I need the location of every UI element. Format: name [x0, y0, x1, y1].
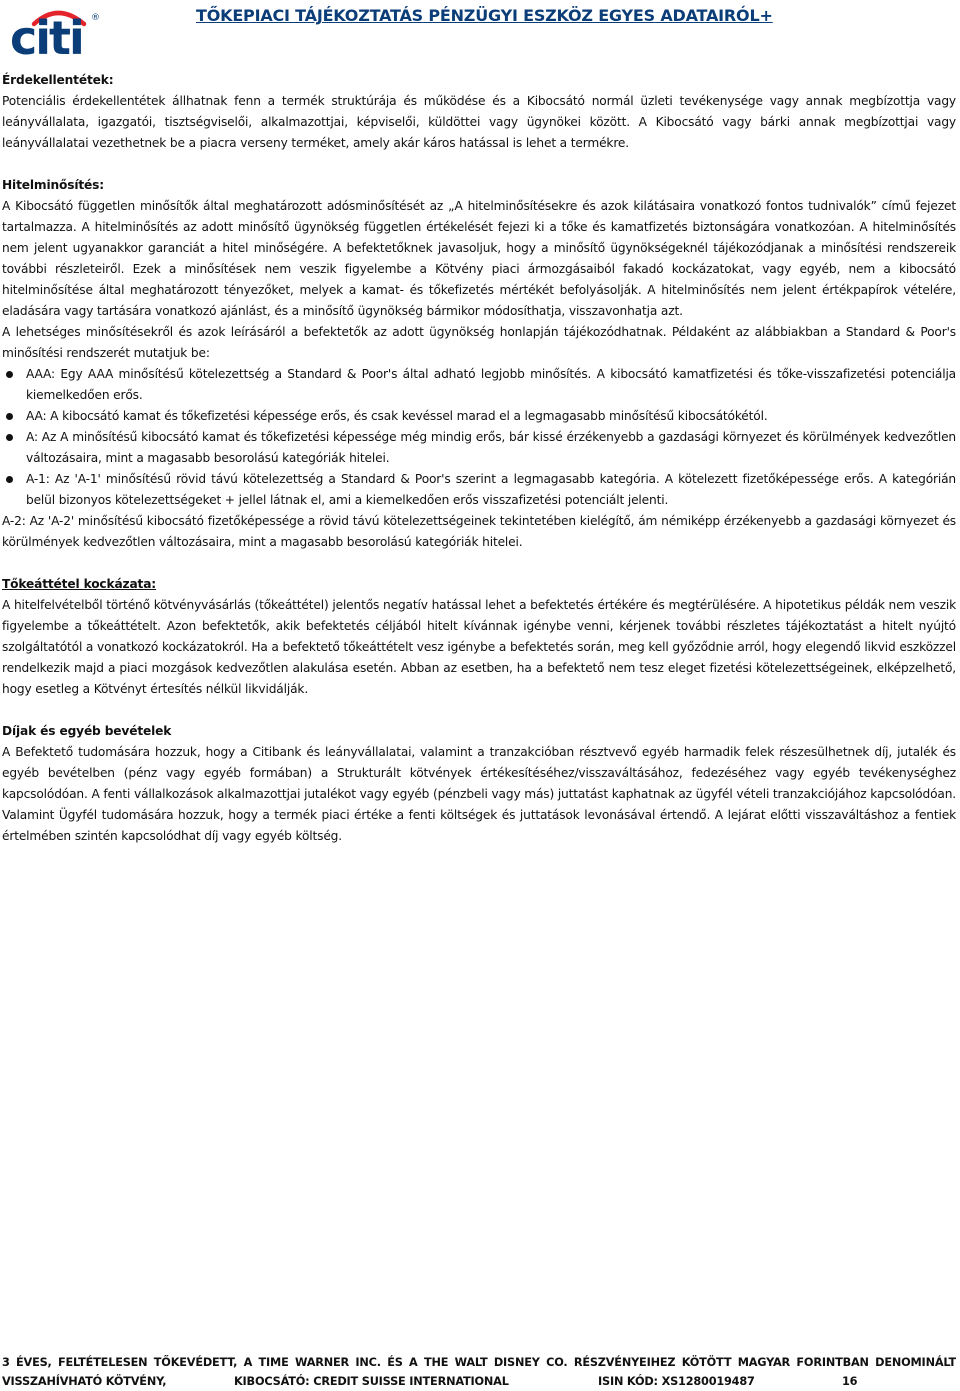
- citi-logo-graphic: [8, 4, 100, 58]
- rating-item-a1: A-1: Az 'A-1' minősítésű rövid távú kötelezettség a Standard & Poor's szerint a legmagasabb kategória. A kötelezett fizetőképessége erős. A kategórián belül bizonyos kötelezettségeket + jellel látnak el, ami a kiemelkedően erős visszafizetési potenciált jelenti.: [26, 469, 956, 511]
- rating-list: [2, 364, 956, 511]
- heading-leverage: Tőkeáttétel kockázata:: [2, 577, 157, 591]
- footer-issuer: KIBOCSÁTÓ: CREDIT SUISSE INTERNATIONAL: [234, 1375, 509, 1388]
- document-body: [2, 70, 956, 847]
- page-footer: [2, 1353, 956, 1391]
- credit-rating-paragraph-2: A lehetséges minősítésekről és azok leírásáról a befektetők az adott ügynökség honlapján tájékozódhatnak. Példaként az alábbiakban a Standard & Poor's minősítési rendszerét mutatjuk be:: [2, 325, 956, 360]
- footer-details-line: [2, 1372, 956, 1391]
- credit-rating-paragraph-1: A Kibocsátó független minősítők által meghatározott adósminősítését az „A hitelminősítésekre és azok kilátásaira vonatkozó fontos tudnivalók” című fejezet tartalmazza. A hitelminősítés az adott minősítő ügynökség független értékelését fejezi ki a tőke és kamatfizetés biztonságára vonatkozóan. A hitelminősítés nem jelent ugyanakkor garanciát a hitel minőségére. A befektetőknek javasoljuk, hogy a minősítő ügynökségeknél tájékozódjanak a minősítési rendszereik további részleteiről. Ezek a minősítések nem veszik figyelembe a Kötvény piaci ármozgásaiból fakadó kockázatokat, vagy egyéb, nem a kibocsátó hitelminősítése által meghatározott tényezőket, melyek a kamat- és tőkefizetés mértékét befolyásolják. A hitelminősítés nem jelent értékpapírok vételére, eladására vagy tartására vonatkozó ajánlást, és a minősítő ügynökség bármikor módosíthatja, visszavonhatja azt.: [2, 199, 956, 318]
- citi-logo: [8, 4, 100, 58]
- citi-logo-text: citi: [10, 11, 83, 58]
- footer-bond-type: VISSZAHÍVHATÓ KÖTVÉNY,: [2, 1375, 167, 1388]
- conflicts-paragraph: Potenciális érdekellentétek állhatnak fenn a termék struktúrája és működése és a Kibocsátó normál üzleti tevékenysége vagy annak megbízottja vagy leányvállalata, igazgatói, tisztségviselői, alkalmazottjai, képviselői, küldöttei vagy ügynökei között. A Kibocsátó vagy bárki annak megbízottjai vagy leányvállalatai vezethetnek be a piacra verseny terméket, amely akár káros hatással is lehet a termékre.: [2, 94, 956, 150]
- registered-mark: ®: [91, 13, 100, 23]
- page-number: 16: [842, 1375, 858, 1388]
- rating-item-aa: AA: A kibocsátó kamat és tőkefizetési képessége erős, és csak kevéssel marad el a legmagasabb minősítésű kibocsátókétól.: [26, 406, 956, 427]
- footer-isin: ISIN KÓD: XS1280019487: [598, 1375, 755, 1388]
- heading-credit-rating: Hitelminősítés:: [2, 178, 104, 192]
- footer-product-line: 3 ÉVES, FELTÉTELESEN TŐKEVÉDETT, A TIME WARNER INC. ÉS A THE WALT DISNEY CO. RÉSZVÉNYEIHEZ KÖTÖTT MAGYAR FORINTBAN DENOMINÁLT: [2, 1356, 956, 1369]
- leverage-paragraph: A hitelfelvételből történő kötvényvásárlás (tőkeáttétel) jelentős negatív hatással lehet a befektetés értékére és megtérülésére. A hipotetikus példák nem veszik figyelembe a tőkeáttételt. Azon befektetők, akik befektetés céljából hitelt kívánnak igénybe venni, kérjenek további részletes tájékoztatást a hitelt nyújtó szolgáltatótól a vonatkozó kockázatokról. Ha a befektető tőkeáttételt vesz igénybe a befektetés során, meg kell győződnie arról, hogy elegendő likvid eszközzel rendelkezik majd a piaci mozgások kedvezőtlen alakulása esetén. Abban az esetben, ha a befektető nem tesz eleget fizetési kötelezettségeinek, elképzelhető, hogy esetleg a Kötvényt értesítés nélkül likvidálják.: [2, 598, 956, 696]
- heading-conflicts: Érdekellentétek:: [2, 73, 114, 87]
- rating-item-a: A: Az A minősítésű kibocsátó kamat és tőkefizetési képessége még mindig erős, bár kissé érzékenyebb a gazdasági környezet és körülmények kedvezőtlen változásaira, mint a magasabb besorolású kategóriák hitelei.: [26, 427, 956, 469]
- heading-fees: Díjak és egyéb bevételek: [2, 724, 172, 738]
- fees-paragraph: A Befektető tudomására hozzuk, hogy a Citibank és leányvállalatai, valamint a tranzakcióban résztvevő egyéb harmadik felek részesülhetnek díj, jutalék és egyéb bevételben (pénz vagy egyéb formában) a Strukturált kötvények értékesítéséhez/visszaváltásához, fedezéséhez vagy egyéb tevékenységhez kapcsolódóan. A fenti vállalkozások alkalmazottjai jutalékot vagy egyéb (pénzbeli vagy más) juttatást kaphatnak az ügyfél vételi tranzakciójához kapcsolódóan. Valamint Ügyfél tudomására hozzuk, hogy a termék piaci értéke a fenti költségek és juttatások levonásával értendő. A lejárat előtti visszaváltáshoz a fentiek értelmében szintén kapcsolódhat díj vagy egyéb költség.: [2, 745, 956, 843]
- rating-item-aaa: AAA: Egy AAA minősítésű kötelezettség a Standard & Poor's által adható legjobb minősítés. A kibocsátó kamatfizetési és tőke-visszafizetési potenciálja kiemelkedően erős.: [26, 364, 956, 406]
- rating-a2-paragraph: A-2: Az 'A-2' minősítésű kibocsátó fizetőképessége a rövid távú kötelezettségeinek tekintetében kielégítő, ám némiképp érzékenyebb a gazdasági környezet és körülmények kedvezőtlen változásaira, mint a magasabb besorolású kategóriák hitelei.: [2, 514, 956, 549]
- page-header-title: TŐKEPIACI TÁJÉKOZTATÁS PÉNZÜGYI ESZKÖZ EGYES ADATAIRÓL+: [196, 6, 773, 25]
